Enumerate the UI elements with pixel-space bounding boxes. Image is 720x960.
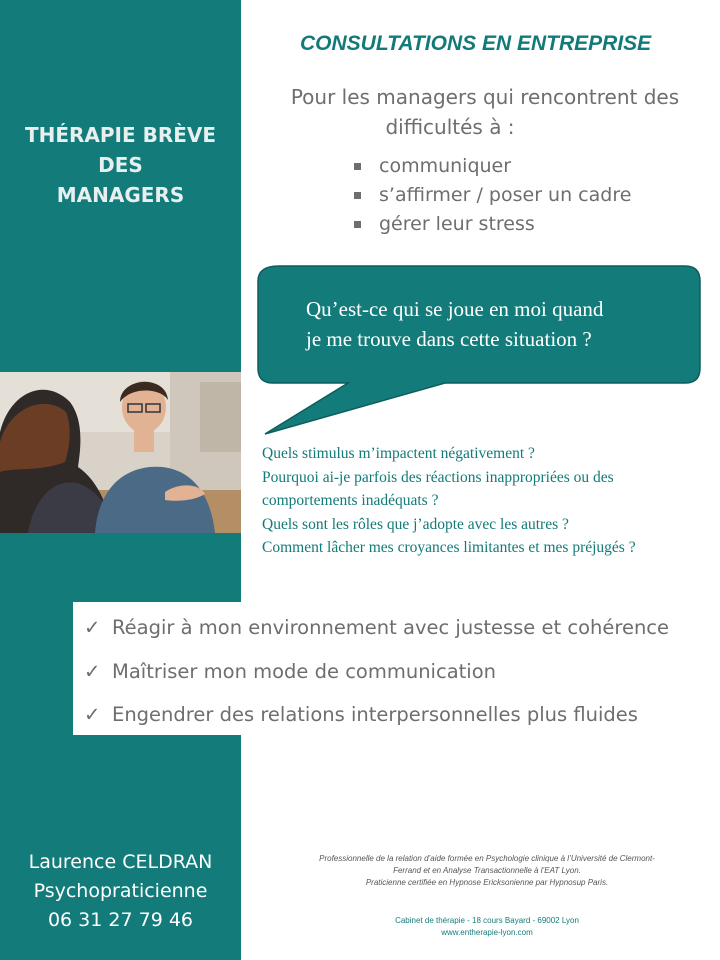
benefit-item	[84, 660, 496, 683]
questions-list	[262, 442, 717, 560]
benefit-label: Réagir à mon environnement avec justesse et cohérence	[112, 616, 670, 639]
bubble-line: je me trouve dans cette situation ?	[306, 327, 592, 351]
address-block	[262, 915, 712, 939]
contact-phone[interactable]: 06 31 27 79 46	[47, 909, 194, 931]
list-item-label: communiquer	[379, 155, 512, 177]
question-line: Comment lâcher mes croyances limitantes et mes préjugés ?	[262, 539, 636, 556]
question-line: Pourquoi ai-je parfois des réactions inappropriées ou des	[262, 468, 614, 486]
checkmark-icon: ✓	[84, 616, 101, 639]
bio-line: Praticienne certifiée en Hypnose Ericksonienne par Hypnosup Paris.	[365, 878, 609, 887]
contact-role: Psychopraticienne	[33, 880, 208, 902]
address-line: Cabinet de thérapie - 18 cours Bayard - 69002 Lyon	[395, 916, 579, 925]
sidebar-title-line: DES	[98, 153, 143, 177]
list-item-label: gérer leur stress	[379, 213, 535, 235]
contact-block	[0, 848, 241, 935]
website-link[interactable]: www.entherapie-lyon.com	[441, 928, 533, 937]
question-line: Quels stimulus m’impactent négativement ?	[262, 445, 535, 462]
bio-line: Ferrand et en Analyse Transactionnelle à l’EAT Lyon.	[393, 866, 581, 875]
intro-line: Pour les managers qui rencontrent des	[290, 85, 680, 109]
bio-line: Professionnelle de la relation d’aide formée en Psychologie clinique à l’Université de Clermont-	[319, 854, 655, 863]
checkmark-icon: ✓	[84, 660, 101, 683]
bio-text	[262, 853, 712, 889]
bubble-line: Qu’est-ce qui se joue en moi quand	[306, 297, 604, 321]
list-item-label: s’affirmer / poser un cadre	[379, 184, 632, 206]
benefit-item	[84, 616, 669, 639]
sidebar-title-line: THÉRAPIE BRÈVE	[24, 123, 217, 147]
page-heading: CONSULTATIONS EN ENTREPRISE	[300, 32, 652, 55]
intro-line: difficultés à :	[385, 115, 515, 139]
bubble-text	[306, 294, 686, 354]
benefit-item	[84, 703, 638, 726]
checkmark-icon: ✓	[84, 703, 101, 726]
contact-name: Laurence CELDRAN	[28, 851, 213, 873]
question-line: Quels sont les rôles que j’adopte avec les autres ?	[262, 515, 569, 533]
question-line: comportements inadéquats ?	[262, 492, 439, 509]
benefit-label: Maîtriser mon mode de communication	[112, 660, 497, 683]
benefit-label: Engendrer des relations interpersonnelles plus fluides	[112, 703, 638, 726]
sidebar-title-line: MANAGERS	[56, 183, 185, 207]
